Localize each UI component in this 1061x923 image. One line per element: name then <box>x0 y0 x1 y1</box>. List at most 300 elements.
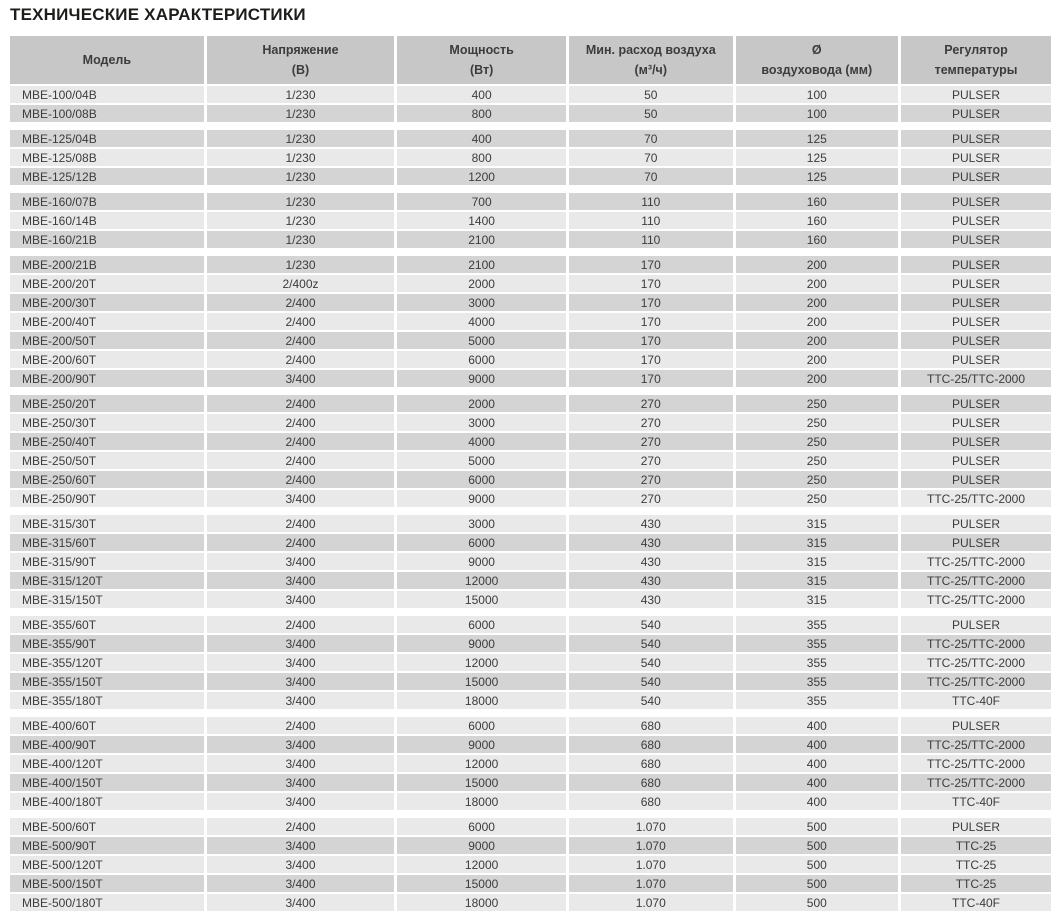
column-header-label: Ø <box>811 43 822 57</box>
column-header-label: Регулятор <box>944 43 1008 57</box>
cell-power: 400 <box>397 130 569 149</box>
cell-duct: 355 <box>736 654 902 673</box>
cell-airflow: 680 <box>569 717 736 736</box>
cell-model: MBE-355/150T <box>10 673 207 692</box>
cell-power: 6000 <box>397 351 569 370</box>
column-header-label: Мощность <box>449 43 514 57</box>
technical-specs-table <box>10 36 1051 913</box>
cell-airflow: 680 <box>569 793 736 812</box>
cell-voltage: 2/400z <box>207 275 398 294</box>
table-row <box>10 149 1051 168</box>
cell-regulator: TTC-25/TTC-2000 <box>901 591 1051 610</box>
table-row <box>10 616 1051 635</box>
cell-voltage: 2/400 <box>207 433 398 452</box>
table-row <box>10 717 1051 736</box>
cell-duct: 400 <box>736 793 902 812</box>
cell-model: MBE-160/21B <box>10 231 207 250</box>
cell-duct: 315 <box>736 534 902 553</box>
cell-duct: 400 <box>736 755 902 774</box>
cell-model: MBE-250/60T <box>10 471 207 490</box>
cell-power: 6000 <box>397 818 569 837</box>
cell-regulator: PULSER <box>901 515 1051 534</box>
cell-voltage: 1/230 <box>207 130 398 149</box>
cell-voltage: 3/400 <box>207 837 398 856</box>
column-header-duct <box>736 36 902 86</box>
cell-voltage: 3/400 <box>207 635 398 654</box>
cell-airflow: 270 <box>569 452 736 471</box>
cell-model: MBE-160/07B <box>10 193 207 212</box>
cell-voltage: 2/400 <box>207 414 398 433</box>
cell-voltage: 1/230 <box>207 149 398 168</box>
cell-power: 6000 <box>397 471 569 490</box>
cell-regulator: TTC-25 <box>901 837 1051 856</box>
table-row <box>10 894 1051 913</box>
cell-power: 4000 <box>397 313 569 332</box>
cell-power: 18000 <box>397 793 569 812</box>
cell-model: MBE-400/180T <box>10 793 207 812</box>
cell-model: MBE-355/120T <box>10 654 207 673</box>
cell-airflow: 50 <box>569 86 736 105</box>
cell-model: MBE-100/08B <box>10 105 207 124</box>
cell-model: MBE-200/40T <box>10 313 207 332</box>
cell-voltage: 3/400 <box>207 370 398 389</box>
cell-model: MBE-250/90T <box>10 490 207 509</box>
cell-power: 2000 <box>397 395 569 414</box>
cell-regulator: TTC-25/TTC-2000 <box>901 490 1051 509</box>
cell-duct: 315 <box>736 515 902 534</box>
cell-regulator: TTC-25 <box>901 875 1051 894</box>
table-row <box>10 515 1051 534</box>
cell-duct: 500 <box>736 894 902 913</box>
cell-duct: 125 <box>736 149 902 168</box>
cell-voltage: 1/230 <box>207 212 398 231</box>
cell-model: MBE-315/30T <box>10 515 207 534</box>
cell-duct: 400 <box>736 717 902 736</box>
cell-airflow: 1.070 <box>569 818 736 837</box>
cell-model: MBE-315/60T <box>10 534 207 553</box>
cell-airflow: 170 <box>569 351 736 370</box>
table-row <box>10 256 1051 275</box>
cell-power: 4000 <box>397 433 569 452</box>
cell-power: 9000 <box>397 553 569 572</box>
cell-model: MBE-400/150T <box>10 774 207 793</box>
table-row <box>10 414 1051 433</box>
cell-regulator: PULSER <box>901 212 1051 231</box>
cell-regulator: TTC-25/TTC-2000 <box>901 774 1051 793</box>
cell-model: MBE-315/150T <box>10 591 207 610</box>
cell-airflow: 270 <box>569 490 736 509</box>
cell-airflow: 170 <box>569 370 736 389</box>
cell-regulator: PULSER <box>901 433 1051 452</box>
cell-duct: 500 <box>736 856 902 875</box>
cell-airflow: 110 <box>569 231 736 250</box>
cell-power: 2000 <box>397 275 569 294</box>
cell-duct: 160 <box>736 193 902 212</box>
cell-duct: 200 <box>736 294 902 313</box>
cell-duct: 250 <box>736 471 902 490</box>
cell-model: MBE-315/120T <box>10 572 207 591</box>
cell-power: 9000 <box>397 635 569 654</box>
cell-regulator: TTC-25/TTC-2000 <box>901 553 1051 572</box>
cell-model: MBE-500/150T <box>10 875 207 894</box>
cell-duct: 200 <box>736 370 902 389</box>
cell-airflow: 270 <box>569 433 736 452</box>
cell-power: 3000 <box>397 515 569 534</box>
cell-model: MBE-355/90T <box>10 635 207 654</box>
cell-regulator: PULSER <box>901 256 1051 275</box>
cell-voltage: 2/400 <box>207 351 398 370</box>
cell-model: MBE-100/04B <box>10 86 207 105</box>
table-row <box>10 774 1051 793</box>
column-header-model <box>10 36 207 86</box>
cell-duct: 400 <box>736 774 902 793</box>
column-header-unit: (Вт) <box>469 63 494 77</box>
cell-voltage: 2/400 <box>207 332 398 351</box>
cell-airflow: 50 <box>569 105 736 124</box>
table-row <box>10 635 1051 654</box>
cell-voltage: 3/400 <box>207 572 398 591</box>
cell-regulator: PULSER <box>901 149 1051 168</box>
cell-model: MBE-200/90T <box>10 370 207 389</box>
cell-airflow: 70 <box>569 168 736 187</box>
cell-regulator: TTC-40F <box>901 793 1051 812</box>
cell-voltage: 2/400 <box>207 471 398 490</box>
cell-regulator: PULSER <box>901 294 1051 313</box>
cell-voltage: 3/400 <box>207 856 398 875</box>
table-row <box>10 490 1051 509</box>
table-row <box>10 168 1051 187</box>
cell-airflow: 540 <box>569 692 736 711</box>
cell-regulator: PULSER <box>901 616 1051 635</box>
table-row <box>10 591 1051 610</box>
cell-power: 9000 <box>397 837 569 856</box>
cell-power: 5000 <box>397 332 569 351</box>
cell-model: MBE-500/180T <box>10 894 207 913</box>
cell-regulator: PULSER <box>901 534 1051 553</box>
cell-duct: 160 <box>736 212 902 231</box>
table-row <box>10 471 1051 490</box>
cell-airflow: 1.070 <box>569 875 736 894</box>
cell-duct: 200 <box>736 313 902 332</box>
cell-airflow: 680 <box>569 755 736 774</box>
table-row <box>10 818 1051 837</box>
cell-regulator: PULSER <box>901 452 1051 471</box>
cell-model: MBE-500/90T <box>10 837 207 856</box>
cell-airflow: 170 <box>569 275 736 294</box>
cell-voltage: 1/230 <box>207 231 398 250</box>
cell-airflow: 430 <box>569 572 736 591</box>
column-header-unit: (м³/ч) <box>634 63 667 77</box>
cell-regulator: TTC-25/TTC-2000 <box>901 755 1051 774</box>
cell-voltage: 1/230 <box>207 193 398 212</box>
cell-power: 18000 <box>397 692 569 711</box>
table-row <box>10 452 1051 471</box>
cell-voltage: 2/400 <box>207 313 398 332</box>
table-row <box>10 294 1051 313</box>
cell-power: 12000 <box>397 755 569 774</box>
cell-regulator: PULSER <box>901 313 1051 332</box>
table-row <box>10 673 1051 692</box>
cell-regulator: TTC-25/TTC-2000 <box>901 572 1051 591</box>
cell-voltage: 2/400 <box>207 395 398 414</box>
cell-duct: 125 <box>736 130 902 149</box>
cell-duct: 250 <box>736 433 902 452</box>
table-row <box>10 332 1051 351</box>
column-header-label: Мин. расход воздуха <box>585 43 716 57</box>
column-header-unit: (В) <box>291 63 310 77</box>
cell-regulator: PULSER <box>901 351 1051 370</box>
cell-regulator: PULSER <box>901 395 1051 414</box>
cell-regulator: PULSER <box>901 105 1051 124</box>
header-row <box>10 36 1051 86</box>
cell-model: MBE-200/30T <box>10 294 207 313</box>
cell-airflow: 110 <box>569 193 736 212</box>
cell-voltage: 3/400 <box>207 875 398 894</box>
column-header-label: Модель <box>82 53 132 67</box>
cell-voltage: 3/400 <box>207 894 398 913</box>
table-row <box>10 654 1051 673</box>
cell-voltage: 3/400 <box>207 692 398 711</box>
column-header-unit: воздуховода (мм) <box>761 63 873 77</box>
cell-duct: 200 <box>736 332 902 351</box>
table-row <box>10 130 1051 149</box>
cell-airflow: 1.070 <box>569 837 736 856</box>
cell-airflow: 270 <box>569 414 736 433</box>
table-row <box>10 793 1051 812</box>
cell-model: MBE-250/30T <box>10 414 207 433</box>
cell-model: MBE-250/50T <box>10 452 207 471</box>
cell-duct: 500 <box>736 837 902 856</box>
cell-model: MBE-355/180T <box>10 692 207 711</box>
cell-airflow: 170 <box>569 256 736 275</box>
cell-duct: 200 <box>736 351 902 370</box>
cell-power: 3000 <box>397 294 569 313</box>
cell-model: MBE-315/90T <box>10 553 207 572</box>
cell-voltage: 3/400 <box>207 736 398 755</box>
cell-duct: 250 <box>736 452 902 471</box>
cell-regulator: PULSER <box>901 414 1051 433</box>
cell-voltage: 1/230 <box>207 256 398 275</box>
cell-power: 1400 <box>397 212 569 231</box>
table-row <box>10 433 1051 452</box>
cell-voltage: 3/400 <box>207 654 398 673</box>
cell-airflow: 540 <box>569 673 736 692</box>
cell-duct: 315 <box>736 553 902 572</box>
table-row <box>10 553 1051 572</box>
cell-duct: 500 <box>736 818 902 837</box>
cell-voltage: 1/230 <box>207 105 398 124</box>
cell-airflow: 680 <box>569 736 736 755</box>
cell-voltage: 2/400 <box>207 452 398 471</box>
table-row <box>10 275 1051 294</box>
cell-model: MBE-400/90T <box>10 736 207 755</box>
cell-airflow: 270 <box>569 471 736 490</box>
table-row <box>10 395 1051 414</box>
cell-power: 15000 <box>397 591 569 610</box>
cell-power: 9000 <box>397 736 569 755</box>
cell-regulator: PULSER <box>901 86 1051 105</box>
cell-regulator: PULSER <box>901 130 1051 149</box>
cell-voltage: 3/400 <box>207 591 398 610</box>
cell-voltage: 3/400 <box>207 774 398 793</box>
table-row <box>10 313 1051 332</box>
cell-duct: 125 <box>736 168 902 187</box>
cell-power: 15000 <box>397 673 569 692</box>
cell-power: 700 <box>397 193 569 212</box>
cell-duct: 100 <box>736 105 902 124</box>
cell-power: 9000 <box>397 370 569 389</box>
cell-voltage: 1/230 <box>207 86 398 105</box>
column-header-label: Напряжение <box>262 43 339 57</box>
column-header-unit: температуры <box>934 63 1018 77</box>
cell-regulator: TTC-25/TTC-2000 <box>901 635 1051 654</box>
cell-airflow: 70 <box>569 149 736 168</box>
cell-model: MBE-200/21B <box>10 256 207 275</box>
cell-regulator: PULSER <box>901 231 1051 250</box>
cell-voltage: 3/400 <box>207 755 398 774</box>
cell-model: MBE-200/20T <box>10 275 207 294</box>
cell-voltage: 3/400 <box>207 553 398 572</box>
table-row <box>10 755 1051 774</box>
cell-regulator: TTC-25/TTC-2000 <box>901 654 1051 673</box>
cell-duct: 250 <box>736 414 902 433</box>
cell-airflow: 170 <box>569 313 736 332</box>
cell-voltage: 3/400 <box>207 673 398 692</box>
cell-power: 5000 <box>397 452 569 471</box>
cell-duct: 250 <box>736 395 902 414</box>
table-row <box>10 105 1051 124</box>
cell-voltage: 2/400 <box>207 534 398 553</box>
cell-power: 6000 <box>397 534 569 553</box>
cell-regulator: TTC-25/TTC-2000 <box>901 673 1051 692</box>
cell-regulator: TTC-25/TTC-2000 <box>901 370 1051 389</box>
cell-model: MBE-400/60T <box>10 717 207 736</box>
cell-airflow: 270 <box>569 395 736 414</box>
cell-power: 15000 <box>397 774 569 793</box>
cell-model: MBE-125/04B <box>10 130 207 149</box>
cell-duct: 355 <box>736 616 902 635</box>
cell-power: 6000 <box>397 616 569 635</box>
cell-airflow: 540 <box>569 616 736 635</box>
table-row <box>10 534 1051 553</box>
cell-airflow: 540 <box>569 654 736 673</box>
cell-duct: 200 <box>736 275 902 294</box>
cell-voltage: 3/400 <box>207 490 398 509</box>
cell-power: 2100 <box>397 231 569 250</box>
table-row <box>10 692 1051 711</box>
table-header <box>10 36 1051 86</box>
cell-duct: 250 <box>736 490 902 509</box>
cell-regulator: PULSER <box>901 275 1051 294</box>
cell-power: 15000 <box>397 875 569 894</box>
cell-power: 12000 <box>397 572 569 591</box>
cell-model: MBE-500/60T <box>10 818 207 837</box>
table-row <box>10 856 1051 875</box>
table-row <box>10 212 1051 231</box>
cell-regulator: PULSER <box>901 332 1051 351</box>
cell-regulator: TTC-40F <box>901 692 1051 711</box>
column-header-airflow <box>569 36 736 86</box>
cell-power: 400 <box>397 86 569 105</box>
cell-voltage: 2/400 <box>207 717 398 736</box>
cell-duct: 100 <box>736 86 902 105</box>
cell-duct: 355 <box>736 692 902 711</box>
cell-airflow: 170 <box>569 332 736 351</box>
cell-airflow: 540 <box>569 635 736 654</box>
cell-voltage: 2/400 <box>207 616 398 635</box>
table-body <box>10 86 1051 913</box>
cell-airflow: 110 <box>569 212 736 231</box>
cell-airflow: 1.070 <box>569 894 736 913</box>
cell-power: 800 <box>397 105 569 124</box>
cell-model: MBE-250/40T <box>10 433 207 452</box>
cell-duct: 500 <box>736 875 902 894</box>
table-row <box>10 736 1051 755</box>
cell-duct: 355 <box>736 673 902 692</box>
cell-duct: 200 <box>736 256 902 275</box>
cell-power: 800 <box>397 149 569 168</box>
cell-model: MBE-160/14B <box>10 212 207 231</box>
cell-regulator: PULSER <box>901 818 1051 837</box>
cell-voltage: 2/400 <box>207 818 398 837</box>
cell-voltage: 2/400 <box>207 515 398 534</box>
cell-airflow: 70 <box>569 130 736 149</box>
cell-duct: 315 <box>736 591 902 610</box>
cell-model: MBE-125/08B <box>10 149 207 168</box>
table-row <box>10 231 1051 250</box>
table-row <box>10 86 1051 105</box>
cell-regulator: PULSER <box>901 168 1051 187</box>
cell-model: MBE-500/120T <box>10 856 207 875</box>
cell-airflow: 170 <box>569 294 736 313</box>
cell-airflow: 430 <box>569 591 736 610</box>
column-header-voltage <box>207 36 398 86</box>
column-header-power <box>397 36 569 86</box>
cell-power: 18000 <box>397 894 569 913</box>
cell-airflow: 430 <box>569 515 736 534</box>
cell-power: 6000 <box>397 717 569 736</box>
cell-model: MBE-400/120T <box>10 755 207 774</box>
cell-duct: 315 <box>736 572 902 591</box>
cell-power: 2100 <box>397 256 569 275</box>
page-title: ТЕХНИЧЕСКИЕ ХАРАКТЕРИСТИКИ <box>10 5 306 24</box>
table-row <box>10 370 1051 389</box>
column-header-regulator <box>901 36 1051 86</box>
cell-duct: 355 <box>736 635 902 654</box>
cell-model: MBE-355/60T <box>10 616 207 635</box>
cell-power: 12000 <box>397 654 569 673</box>
table-row <box>10 193 1051 212</box>
cell-model: MBE-200/60T <box>10 351 207 370</box>
cell-power: 12000 <box>397 856 569 875</box>
cell-voltage: 1/230 <box>207 168 398 187</box>
cell-airflow: 430 <box>569 553 736 572</box>
cell-airflow: 680 <box>569 774 736 793</box>
cell-duct: 160 <box>736 231 902 250</box>
cell-duct: 400 <box>736 736 902 755</box>
table-row <box>10 351 1051 370</box>
cell-airflow: 430 <box>569 534 736 553</box>
cell-power: 3000 <box>397 414 569 433</box>
cell-voltage: 2/400 <box>207 294 398 313</box>
cell-model: MBE-250/20T <box>10 395 207 414</box>
table-row <box>10 837 1051 856</box>
cell-regulator: PULSER <box>901 193 1051 212</box>
cell-regulator: TTC-25 <box>901 856 1051 875</box>
cell-model: MBE-125/12B <box>10 168 207 187</box>
cell-regulator: TTC-25/TTC-2000 <box>901 736 1051 755</box>
table-row <box>10 572 1051 591</box>
